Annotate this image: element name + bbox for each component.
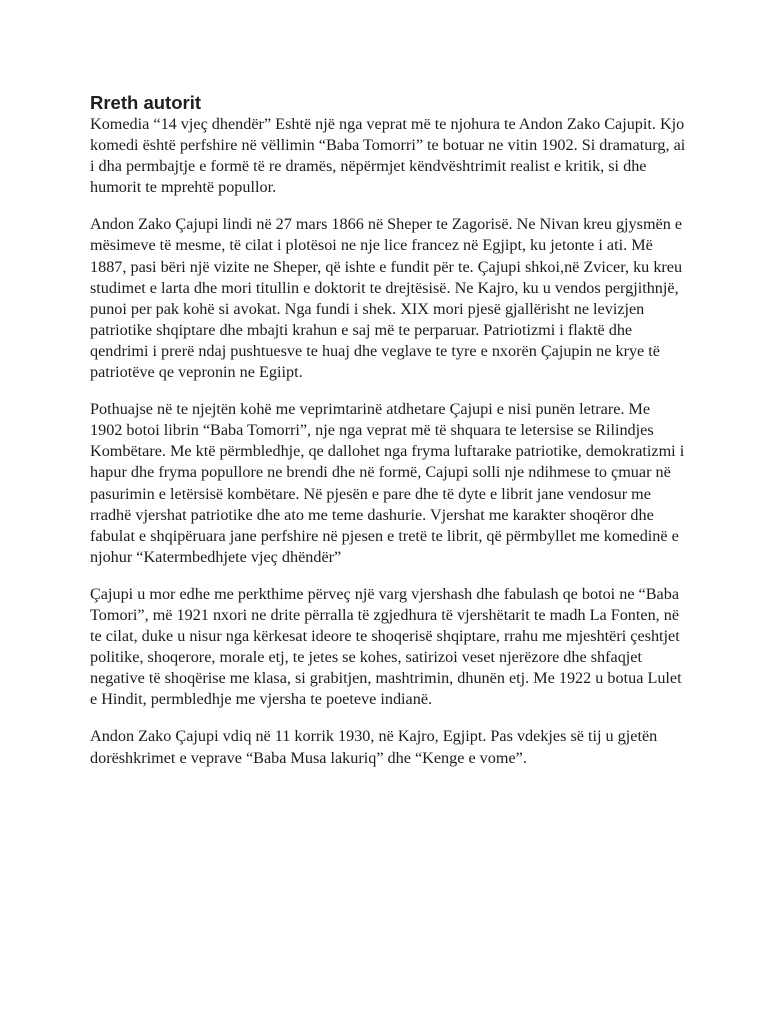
paragraph-literary-work: Pothuajse në te njejtën kohë me veprimtarinë atdhetare Çajupi e nisi punën letrare. Me 1902 botoi librin “Baba Tomorri”, nje nga veprat më të shquara te letersise se Rilindjes Kombëtare. Me ktë përmbledhje, qe dallohet nga fryma luftarake patriotike, demokratizmi i hapur dhe fryma popullore ne brendi dhe në formë, Cajupi solli nje ndihmese to çmuar në pasurimin e letërsisë kombëtare. Në pjesën e pare dhe të dyte e librit jane vendosur me rradhë vjershat patriotike dhe ato me teme dashurie. Vjershat me karakter shoqëror dhe fabulat e shqipëruara jane perfshire në pjesen e tretë te librit, që përmbyllet me komedinë e njohur “Katermbedhjete vjeç dhëndër” bbox=[90, 400, 685, 566]
document-page bbox=[90, 92, 686, 785]
section-heading: Rreth autorit bbox=[90, 92, 201, 113]
paragraph-translations: Çajupi u mor edhe me perkthime përveç një varg vjershash dhe fabulash qe botoi ne “Baba Tomori”, më 1921 nxori ne drite përralla të zgjedhura të vjershëtarit te madh La Fonten, në te cilat, duke u nisur nga kërkesat ideore te shoqerisë shqiptare, rrahu me mjeshtëri çeshtjet politike, shoqerore, morale etj, te jetes se kohes, satirizoi veset njerëzore dhe shfaqjet negative të shoqërise me klasa, si grabitjen, mashtrimin, dhunën etj. Me 1922 u botua Lulet e Hindit, permbledhje me vjersha te poeteve indianë. bbox=[90, 584, 682, 709]
paragraph-death: Andon Zako Çajupi vdiq në 11 korrik 1930, në Kajro, Egjipt. Pas vdekjes së tij u gjetën dorëshkrimet e veprave “Baba Musa lakuriq” dhe “Kenge e vome”. bbox=[90, 727, 658, 767]
paragraph-biography: Andon Zako Çajupi lindi në 27 mars 1866 në Sheper te Zagorisë. Ne Nivan kreu gjysmën e mësimeve të mesme, të cilat i plotësoi ne nje lice francez në Egjipt, ku jetonte i ati. Më 1887, pasi bëri një vizite ne Sheper, që ishte e fundit për te. Çajupi shkoi,në Zvicer, ku kreu studimet e larta dhe mori titullin e doktorit te drejtësisë. Ne Kajro, ku u vendos pergjithnjë, punoi per pak kohë si avokat. Nga fundi i shek. XIX mori pjesë gjallërisht ne levizjen patriotike shqiptare dhe mbajti krahun e saj më te perparuar. Patriotizmi i flaktë dhe qendrimi i prerë ndaj pushtuesve te huaj dhe veglave te tyre e nxorën Çajupin ne krye të patriotëve qe vepronin ne Egiipt. bbox=[90, 215, 683, 382]
paragraph-intro: Komedia “14 vjeç dhendër” Eshtë një nga veprat më te njohura te Andon Zako Cajupit. Kjo komedi është perfshire në vëllimin “Baba Tomorri” te botuar ne vitin 1902. Si dramaturg, ai i dha permbajtje e formë të re dramës, nëpërmjet këndvështrimit realist e kritik, si dhe humorit te mprehtë popullor. bbox=[90, 115, 686, 197]
